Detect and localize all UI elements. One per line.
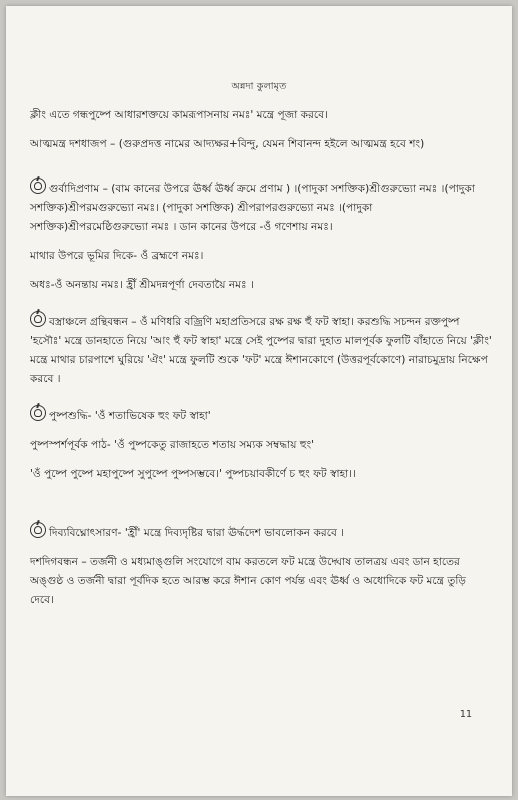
page-body — [30, 106, 492, 620]
paragraph-pushpashuddhi — [30, 403, 492, 426]
paragraph-anantaya — [30, 276, 492, 295]
paragraph-text: আত্মমন্ত্র দশধাজপ – (গুরুপ্রদত্ত নামের আদ্যক্ষর+বিন্দু, যেমন শিবানন্দ হইলে আত্মমন্ত্র হবে শং) — [30, 138, 425, 150]
paragraph-dashadigbandhan — [30, 553, 492, 610]
paragraph-text: 'ওঁ পুষ্পে পুষ্পে মহাপুষ্পে সুপুষ্পে পুষ্পসম্ভবে।' পুষ্পচয়াবকীর্ণে চ হুং ফট স্বাহা।। — [30, 468, 356, 480]
paragraph-pushpe-pushpe — [30, 465, 492, 484]
paragraph-text: গুর্বাদিপ্রণাম – (বাম কানের উপরে ঊর্ধ্ব ঊর্ধ্ব ক্রমে প্রণাম ) ।(পাদুকা সশক্তিক)শ্রীগুরুভ্যো নমঃ ।(পাদুকা সশক্তিক)শ্রীপরমগুরুভ্যো নমঃ। (পাদুকা সশক্তিক) শ্রীপরাপরগুরুভ্যো নমঃ ।(পাদুকা সশক্তিক)শ্রীপরমেষ্ঠিগুরুভ্যো নমঃ । ডান কানের উপরে -ওঁ গণেশায় নমঃ। — [30, 183, 475, 233]
ornament-icon — [30, 405, 46, 421]
paragraph-text: বস্ত্রাঞ্চলে গ্রন্থিবন্ধন – ওঁ মণিধরি বজ্রিণি মহাপ্রতিসরে রক্ষ রক্ষ হুঁ ফট স্বাহা। করশুদ্ধি সচন্দন রক্তপুষ্প 'হসৌঃ' মন্ত্রে ডানহাতে নিয়ে 'আং হুঁ ফট স্বাহা' মন্ত্রে সেই পুষ্পের দ্বারা দুহাত মালপূর্বক ফুলটি বাঁহাতে নিয়ে 'ক্লীং' মন্ত্রে মাথার চারপাশে ঘুরিয়ে 'ঐং' মন্ত্রে ফুলটি শুকে 'ফট' মন্ত্রে ঈশানকোণে (উত্তরপূর্বকোণে) নারাচমুদ্রায় নিক্ষেপ করবে । — [30, 316, 492, 385]
page-number: 11 — [459, 709, 472, 720]
paragraph-text: ক্লীং এতে গন্ধপুষ্পে আধারশক্তয়ে কামরূপাসনায় নমঃ' মন্ত্রে পূজা করবে। — [30, 109, 328, 121]
ornament-icon — [30, 522, 46, 538]
paragraph-text: দশদিগবন্ধন – তর্জনী ও মধ্যমাঙ্গুলি সংযোগে বাম করতলে ফট মন্ত্রে উদ্ঘোষ তালত্রয় এবং ডান হাতের অঙ্গুষ্ঠ ও তর্জনী দ্বারা পূর্বদিক হতে আরম্ভ করে ঈশান কোণ পর্যন্ত এবং ঊর্ধ্ব ও অধোদিকে ফট মন্ত্রে তুড়ি দেবে। — [30, 556, 466, 606]
running-header: অন্নদা কুলামৃত — [231, 81, 287, 92]
ornament-icon — [30, 311, 46, 327]
ornament-icon — [30, 178, 46, 194]
paragraph-pushpasparsha — [30, 436, 492, 455]
paragraph-puja — [30, 106, 492, 125]
paragraph-gurvadi-pranam — [30, 176, 492, 237]
paragraph-brahmane — [30, 247, 492, 266]
paragraph-atmamantra — [30, 135, 492, 154]
paragraph-granthibandhan — [30, 309, 492, 389]
document-page — [6, 6, 512, 796]
paragraph-text: পুষ্পস্পর্শপূর্বক পাঠ- 'ওঁ পুষ্পকেতু রাজাহতে শতায় সম্যক সম্বদ্ধায় হুং' — [30, 439, 315, 451]
paragraph-text: পুষ্পশুদ্ধি- 'ওঁ শতাভিষেক হুং ফট স্বাহা' — [49, 410, 211, 422]
paragraph-text: দিব্যবিঘ্নোৎসারণ- 'হ্রীঁ' মন্ত্রে দিব্যদৃষ্টির দ্বারা ঊর্দ্ধদেশ ভাবলোকন করবে । — [49, 527, 344, 539]
paragraph-text: অধঃ-ওঁ অনন্তায় নমঃ। হ্রীঁ শ্রীমদন্নপূর্ণা দেবতায়ৈ নমঃ । — [30, 279, 254, 291]
paragraph-divyavighna — [30, 520, 492, 543]
paragraph-text: মাথার উপরে ভূমির দিকে- ওঁ ব্রহ্মণে নমঃ। — [30, 250, 204, 262]
